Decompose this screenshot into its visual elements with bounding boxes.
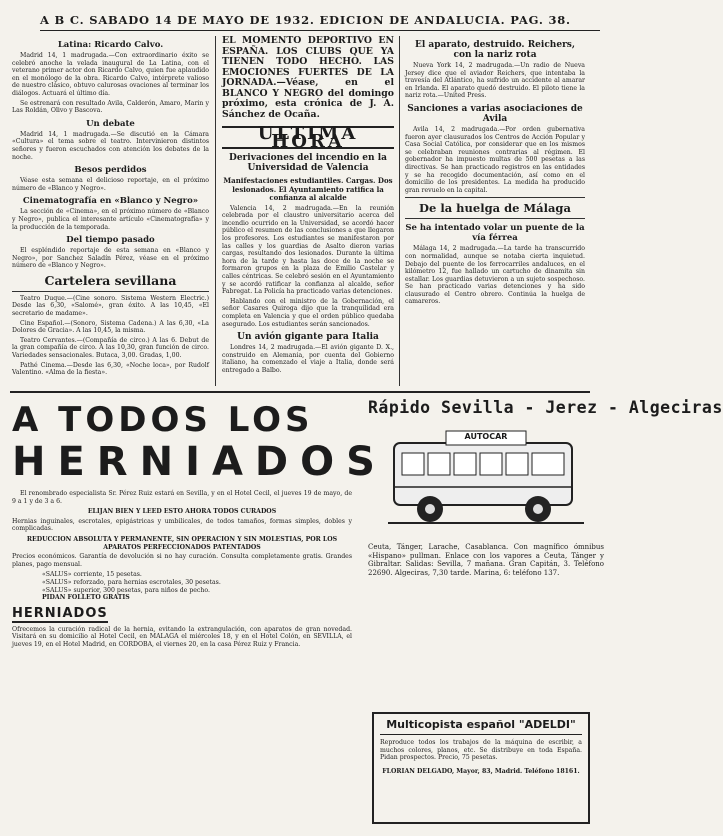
article-text: Málaga 14, 2 madrugada.—La tarde ha transcurrido con normalidad, aunque se notaba cierta inquietud. Debajo del puente de los ferrocarriles andaluces, en el kilómetro 12, fue hallado un cartucho de dinamita sin estallar. Los guardias detuvieron a un sujeto sospechoso. Se han practicado varias detenciones y ha sido clausurado el Centro obrero. Continúa la huelga de camareros.: [405, 245, 585, 306]
section-title: Un debate: [86, 118, 135, 129]
ad-list-item: «SALUS» superior, 300 pesetas, para niños de pecho.: [42, 586, 210, 594]
ads-divider: [10, 391, 590, 393]
listing-item: Teatro Cervantes.—(Compañía de circo.) A las 6. Debut de la gran compañía de circo. A las 10,30, gran función de circo. Variedades sensacionales. Butaca, 3,00. Gradas, 1,00.: [12, 336, 209, 360]
article-text: Londres 14, 2 madrugada.—El avión gigante D. X., construido en Alemania, por cuenta del Gobierno italiano, ha comenzado el viaje a Italia, donde será entregado a Balbo.: [222, 344, 394, 374]
section-title: Latina: Ricardo Calvo.: [57, 40, 164, 50]
article-text: Nueva York 14, 2 madrugada.—Un radio de Nueva Jersey dice que el aviador Reichers, que intentaba la travesía del Atlántico, ha sufrido un accidente al amarar en Irlanda. El aparato quedó destruido. El piloto tiene la nariz rota.—United Press.: [405, 62, 585, 100]
listing-item: Pathé Cinema.—Desde las 6,30, «Noche loca», por Rudolf Valentino. «Alma de la fiesta».: [12, 361, 209, 377]
article-text: Véase esta semana el delicioso reportaje, en el próximo número de «Blanco y Negro».: [12, 177, 209, 192]
ultima-hora-title: ULTIMA HORA: [222, 126, 394, 149]
article-text: Madrid 14, 1 madrugada.—Con extraordinario éxito se celebró anoche la velada inaugural de La Latina, con el veterano primer actor don Ricardo Calvo, quien fue aplaudido en el monólogo de la obra. Ricardo Calvo, intérprete valioso de nuestro clásico, obtuvo calurosas ovaciones al terminar los diálogos. Actuará el último día.: [12, 52, 209, 97]
column-divider: [215, 36, 216, 386]
bus-illustration: [388, 427, 584, 537]
ad-text: Hernias inguinales, escrotales, epigástricas y umbilicales, de todos tamaños, formas simples, dobles y complicadas.: [12, 517, 352, 533]
section-title: Del tiempo pasado: [66, 235, 155, 246]
section-title: Sanciones a varias asociaciones de Avila: [407, 103, 583, 124]
ad-address: FLORIAN DELGADO, Mayor, 83, Madrid. Teléfono 18161.: [382, 767, 580, 775]
divider: [405, 197, 585, 198]
section-title: Cinematografía en «Blanco y Negro»: [22, 196, 199, 207]
ad-list-item: «SALUS» corriente, 15 pesetas.: [42, 571, 142, 579]
ad-text: Reproduce todos los trabajos de la máquina de escribir, a muchos colores, planos, etc. Se distribuye en toda España. Pidan prospectos. Precio, 75 pesetas.: [380, 739, 582, 762]
multicopista-ad: [372, 712, 590, 824]
article-text: La sección de «Cinema», en el próximo número de «Blanco y Negro», publica el interesante artículo «Cinematografía» y la producción de la temporada.: [12, 208, 209, 231]
ad-tag: HERNIADOS: [12, 605, 108, 621]
article-text: Valencia 14, 2 madrugada.—En la reunión celebrada por el claustro universitario acerca del incendio ocurrido en la Universidad, se acordó hacer público el resumen de las conclusiones a que llegaron los profesores. Los estudiantes se manifestaron por las calles y los guardias de Asalto dieron varias cargas, resultando dos lesionados. Durante la última hora de la tarde y hasta las doce de la noche se formaron grupos en la plaza de Emilio Castelar y calles céntricas. Se celebró sesión en el Ayuntamiento y se acordó ratificar la confianza al alcalde, señor Fabregat. La Policía ha practicado varias detenciones.: [222, 204, 394, 296]
section-title: El aparato, destruido. Reichers, con la nariz rota: [414, 40, 576, 60]
sports-box: EL MOMENTO DEPORTIVO EN ESPAÑA. LOS CLUBS QUE YA TIENEN TODO HECHO. LAS EMOCIONES FUERTES DE LA JORNADA.—Véase, en el BLANCO Y NEGRO del domingo próximo, esta crónica de J. A. Sánchez de Ocaña.: [222, 35, 394, 120]
ad-list-item: PIDAN FOLLETO GRATIS: [42, 594, 130, 602]
left-column: [12, 36, 209, 388]
middle-column: [222, 36, 394, 388]
herniados-ad: [12, 398, 387, 830]
article-text: Avila 14, 2 madrugada.—Por orden gubernativa fueron ayer clausurados los Centros de Acción Popular y Casa Social Católica, por considerar que en los mismos se celebraban reuniones contrarias al régimen. El gobernador ha impuesto multas de 500 pesetas a las directivas. Se han practicado registros en las entidades y se ha recogido documentación, así como en el domicilio de los presidentes. La medida ha producido gran revuelo en la capital.: [405, 125, 585, 194]
section-title: Derivaciones del incendio en la Universidad de Valencia: [229, 153, 387, 174]
listing-item: Cine Español.—(Sonoro, Sistema Cadena.) A las 6,30, «La Dolores de Gracia». A las 10,45, la misma.: [12, 319, 209, 335]
article-text: Madrid 14, 1 madrugada.—Se discutió en la Cámara «Cultura» el tema sobre el teatro. Intervinieron distintos señores y fueron escuchados con atención los debates de la noche.: [12, 130, 209, 161]
article-text: Se estrenará con resultado Avila, Calderón, Amaro, Marin y Las Roldán, Olivo y Bascova.: [12, 99, 209, 115]
ad-text: Ceuta, Tánger, Larache, Casablanca. Con magnífico ómnibus «Hispano» pullman. Enlace con los vapores a Ceuta, Tánger y Gibraltar. Salidas: Sevilla, 7 mañana. Gran Capitán, 3. Teléfono 22690. Algeciras, 7,30 tarde. Marina, 6: teléfono 137.: [368, 543, 604, 577]
ad-text: El renombrado especialista Sr. Pérez Ruiz estará en Sevilla, y en el Hotel Cecil, el jueves 19 de mayo, de 9 a 1 y de 3 a 6.: [12, 490, 352, 505]
article-text: El espléndido reportaje de esta semana en «Blanco y Negro», por Sanchez Saladín Pérez, véase en el próximo número de «Blanco y Negro».: [12, 247, 209, 270]
ad-text: Ofrecemos la curación radical de la hernia, evitando la extrangulación, con aparatos de gran novedad. Visitará en su domicilio al Hotel Cecil, en MALAGA el miércoles 18, y en el Hotel Colón, en SEVILLA, el jueves 19, en el Hotel Madrid, en CORDOBA, el viernes 20, en la casa Pérez Ruiz y Francia.: [12, 625, 352, 648]
rapido-title: Rápido Sevilla - Jerez - Algeciras: [368, 398, 723, 417]
column-divider: [399, 36, 400, 386]
ad-list-item: «SALUS» reforzado, para hernias escrotales, 30 pesetas.: [42, 578, 221, 586]
right-column: [405, 36, 585, 388]
section-title: Un avión gigante para Italia: [237, 332, 379, 343]
rapido-ad: [368, 398, 723, 698]
divider: [405, 218, 585, 219]
ad-headline-1: A TODOS LOS: [12, 400, 314, 440]
section-title: Se ha intentado volar un puente de la vía férrea: [405, 223, 585, 244]
ad-text: Precios económicos. Garantía de devolución si no hay curación. Consulta completamente gratis. Grandes planes, pago mensual.: [12, 553, 352, 568]
multicopista-title: Multicopista español "ADELDI": [380, 718, 582, 735]
section-title: Besos perdidos: [74, 165, 147, 176]
listing-item: Teatro Duque.—(Cine sonoro. Sistema Western Electric.) Desde las 6,30, «Salomé», gran éxito. A las 10,45, «El secretario de madame».: [12, 294, 209, 318]
page-header: A B C. SABADO 14 DE MAYO DE 1932. EDICION DE ANDALUCIA. PAG. 38.: [40, 12, 600, 31]
bus-sign: AUTOCAR: [464, 432, 508, 441]
ad-text: ELIJAN BIEN Y LEED ESTO AHORA TODOS CURADOS: [87, 508, 277, 516]
divider: [12, 291, 209, 292]
cartelera-title: Cartelera sevillana: [44, 272, 177, 288]
bus-icon: [388, 427, 584, 537]
ad-headline-2: HERNIADOS: [12, 439, 387, 485]
article-text: Hablando con el ministro de la Gobernación, el señor Casares Quiroga dijo que la tranquilidad era completa en Valencia y que el orden público quedaba asegurado. Los estudiantes serán sancionados.: [222, 297, 394, 328]
section-subtitle: Manifestaciones estudiantiles. Cargas. Dos lesionados. El Ayuntamiento ratifica la confianza al alcalde: [223, 176, 393, 203]
ad-text: REDUCCION ABSOLUTA Y PERMANENTE, SIN OPERACION Y SIN MOLESTIAS, POR LOS APARATOS PERFECCIONADOS PATENTADOS: [26, 535, 338, 551]
section-title: De la huelga de Málaga: [419, 201, 571, 216]
